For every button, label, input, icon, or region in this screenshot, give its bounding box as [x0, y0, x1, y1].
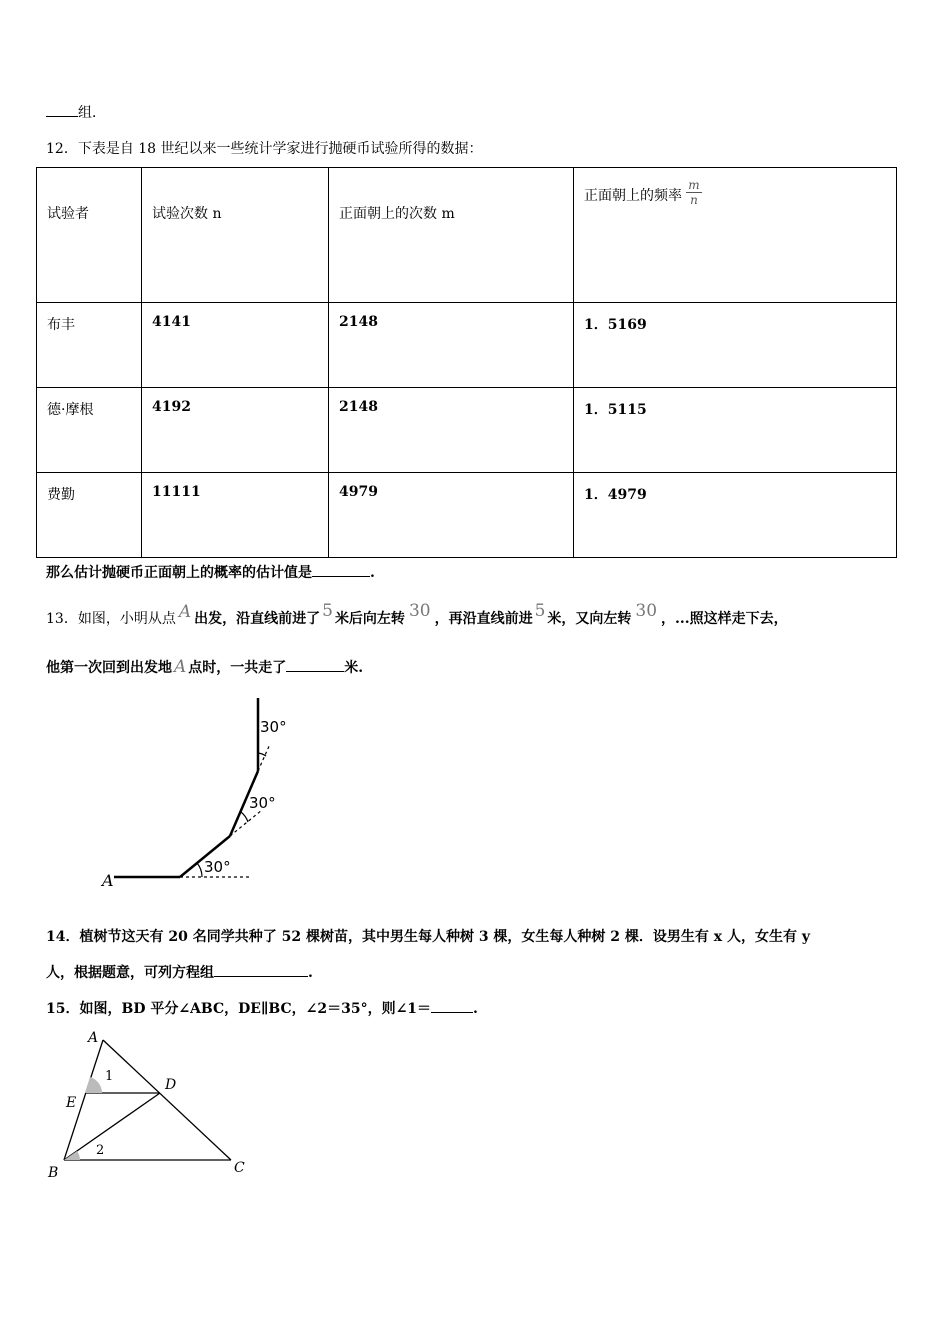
table-cell: 4192: [142, 388, 329, 473]
angle-label: 30°: [204, 858, 231, 876]
answer-blank[interactable]: [214, 962, 308, 977]
q14-line-1: 14．植树节这天有 20 名同学共种了 52 棵树苗，其中男生每人种树 3 棵，女生每人种树 2 棵．设男生有 x 人，女生有 y: [46, 929, 811, 945]
angle-arc: [241, 812, 248, 822]
angle-1-marker: [85, 1077, 102, 1093]
answer-blank[interactable]: [46, 102, 78, 117]
table-row: [37, 303, 897, 388]
segment-bd: [64, 1093, 160, 1160]
q15-line-1: 15．如图，BD 平分∠ABC，DE∥BC，∠2＝35°，则∠1＝ .: [46, 998, 478, 1018]
header-label: 正面朝上的频率: [584, 187, 682, 204]
q13-line-1: 13．如图，小明从点 A 出发，沿直线前进了 5 米后向左转 30 ，再沿直线前进 5 米，又向左转 30 ，...照这样走下去，: [46, 601, 788, 627]
table-cell: 11111: [142, 473, 329, 558]
coin-toss-table: [36, 167, 897, 558]
table-cell: 德·摩根: [37, 388, 142, 473]
q12-intro: 12．下表是自 18 世纪以来一些统计学家进行抛硬币试验所得的数据：: [46, 141, 483, 157]
point-label-d: D: [165, 1077, 177, 1093]
fraction-m-over-n: $\frac{m}{n}$: [686, 178, 702, 207]
q13-walk-figure: [100, 696, 300, 892]
q12-answer-line: 那么估计抛硬币正面朝上的概率的估计值是 .: [46, 562, 375, 582]
table-cell: 2148: [329, 303, 574, 388]
angle-1-label: 1: [105, 1069, 114, 1084]
table-cell: 4979: [329, 473, 574, 558]
point-label-a: A: [88, 1030, 99, 1046]
table-cell: 4141: [142, 303, 329, 388]
top-line: 组．: [46, 102, 106, 122]
table-row: [37, 388, 897, 473]
point-label-b: B: [48, 1165, 59, 1181]
answer-blank[interactable]: [312, 562, 370, 577]
table-cell: 费勤: [37, 473, 142, 558]
angle-2-label: 2: [96, 1143, 105, 1158]
answer-blank[interactable]: [286, 657, 344, 672]
header-cell: 试验者: [37, 168, 142, 303]
side-ac: [103, 1040, 231, 1160]
extension-line: [258, 744, 270, 771]
table-row: [37, 473, 897, 558]
table-cell: 1．5169: [574, 303, 897, 388]
table-cell: 1．5115: [574, 388, 897, 473]
header-cell: 正面朝上的次数 m: [329, 168, 574, 303]
answer-blank[interactable]: [431, 998, 473, 1013]
angle-label: 30°: [260, 718, 287, 736]
point-label-c: C: [234, 1160, 245, 1176]
table-cell: 1．4979: [574, 473, 897, 558]
table-cell: 布丰: [37, 303, 142, 388]
table-cell: 2148: [329, 388, 574, 473]
point-label-e: E: [66, 1095, 77, 1111]
point-label-a: A: [102, 871, 114, 890]
q13-line-2: 他第一次回到出发地 A 点时，一共走了 米.: [46, 657, 364, 677]
q15-triangle-figure: [44, 1028, 254, 1184]
table-header-row: [37, 168, 897, 303]
angle-label: 30°: [249, 794, 276, 812]
angle-arc: [197, 863, 202, 877]
header-cell: 试验次数 n: [142, 168, 329, 303]
header-cell-frequency: [574, 168, 897, 303]
q14-line-2: 人，根据题意，可列方程组 .: [46, 962, 313, 982]
